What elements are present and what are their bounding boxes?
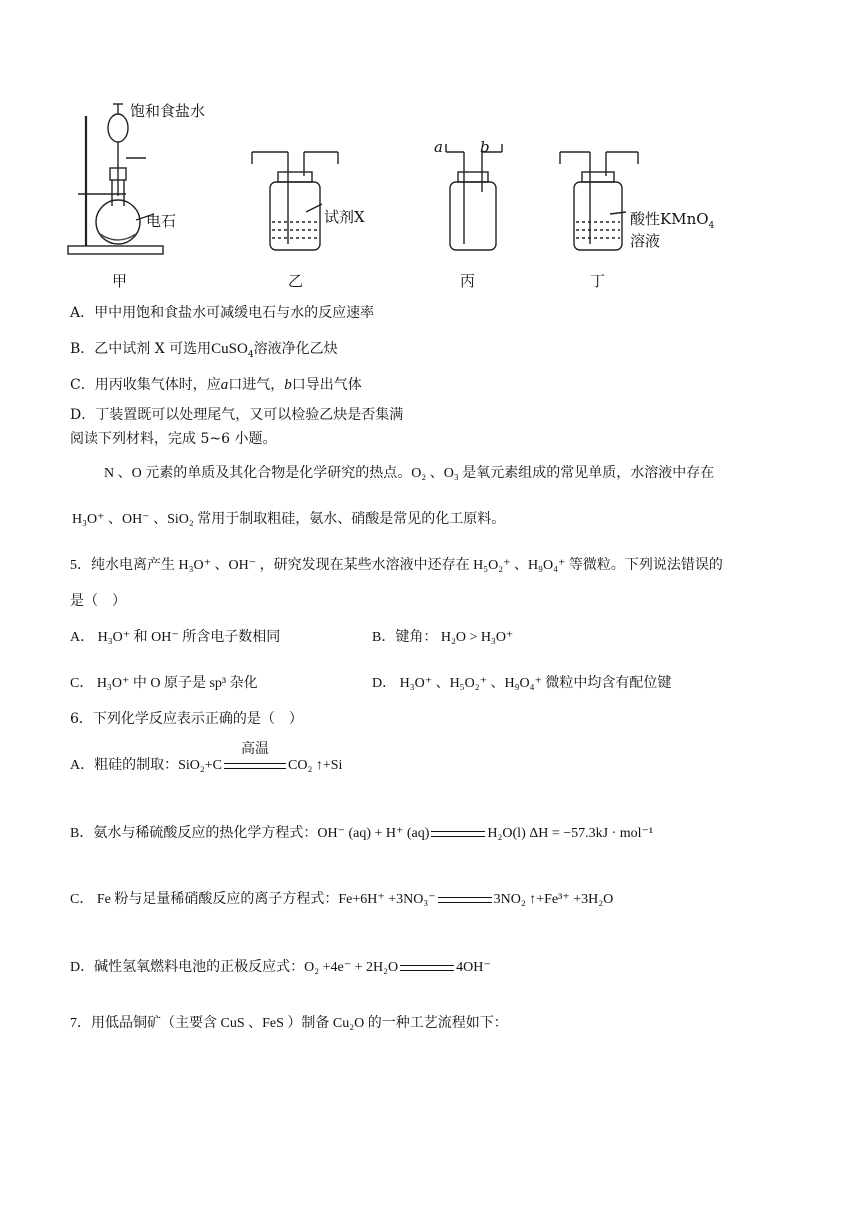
q6-stem: 6．下列化学反应表示正确的是（ ） [70, 711, 303, 727]
caption-jia: 甲 [112, 272, 128, 290]
reading-intro: 阅读下列材料，完成 5~6 小题。 [70, 431, 277, 447]
q4-option-d: D．丁装置既可以处理尾气，又可以检验乙炔是否集满 [70, 407, 404, 423]
q5-stem-line-2: 是（ ） [70, 593, 126, 609]
q5-option-c: C． H₃O⁺ 中 O 原子是 sp³ 杂化 [70, 676, 258, 691]
stand-base [68, 246, 163, 254]
q5-option-d: D． H₃O⁺ 、H₅O₂⁺ 、H₉O₄⁺ 微粒中均含有配位键 [372, 676, 672, 691]
label-solution: 溶液 [630, 232, 661, 250]
label-reagent-x: 试剂X [324, 208, 365, 226]
label-port-b: b [480, 138, 490, 156]
gas-bottle-ding [574, 182, 622, 250]
q4-option-b: B．乙中试剂 X 可选用CuSO$_4$溶液净化乙炔 [70, 341, 338, 360]
reading-paragraph-2: H₃O⁺ 、OH⁻ 、SiO₂ 常用于制取粗硅，氨水、硝酸是常见的化工原料。 [72, 512, 506, 527]
q5-option-a: A． H₃O⁺ 和 OH⁻ 所含电子数相同 [70, 630, 281, 645]
q5-stem-line-1: 5．纯水电离产生 H₃O⁺ 、OH⁻ ，研究发现在某些水溶液中还存在 H₅O₂⁺ 、H₉O₄⁺ 等微粒。下列说法错误的 [70, 558, 723, 573]
q6-option-d: D．碱性氢氧燃料电池的正极反应式：O₂ +4e⁻ + 2H₂O 4OH⁻ [70, 960, 491, 975]
gas-bottle-yi [270, 182, 320, 250]
label-acid-kmno4: 酸性KMnO$_4$ [630, 210, 715, 231]
q4-option-a: A．甲中用饱和食盐水可减缓电石与水的反应速率 [70, 305, 375, 321]
label-saturated-brine: 饱和食盐水 [130, 102, 206, 120]
q6-option-a: A．粗硅的制取：SiO₂+C 高温 CO₂ ↑+Si [70, 741, 343, 773]
q4-option-c: C．用丙收集气体时，应a口进气，b口导出气体 [70, 377, 362, 393]
reading-paragraph-1: N 、O 元素的单质及其化合物是化学研究的热点。O₂ 、O₃ 是氧元素组成的常见单质，水溶液中存在 [104, 466, 715, 481]
caption-yi: 乙 [288, 272, 304, 290]
q6-option-c: C． Fe 粉与足量稀硝酸反应的离子方程式：Fe+6H⁺ +3NO₃⁻ 3NO₂ ↑+Fe³⁺ +3H₂O [70, 892, 614, 907]
q5-option-b: B．键角： H₂O > H₃O⁺ [372, 630, 514, 645]
round-flask [96, 200, 140, 244]
label-calcium-carbide: 电石 [146, 212, 177, 230]
apparatus-svg [66, 96, 746, 296]
q7-stem: 7．用低品铜矿（主要含 CuS 、FeS ）制备 Cu₂O 的一种工艺流程如下： [70, 1016, 508, 1031]
caption-bing: 丙 [460, 272, 476, 290]
caption-ding: 丁 [590, 272, 606, 290]
gas-bottle-bing [450, 182, 496, 250]
separatory-funnel [108, 114, 128, 142]
label-port-a: a [434, 138, 443, 156]
apparatus-figure [66, 96, 746, 296]
q6-option-b: B．氨水与稀硫酸反应的热化学方程式：OH⁻ (aq) + H⁺ (aq) H₂O(l) ΔH = −57.3kJ · mol⁻¹ [70, 826, 654, 841]
